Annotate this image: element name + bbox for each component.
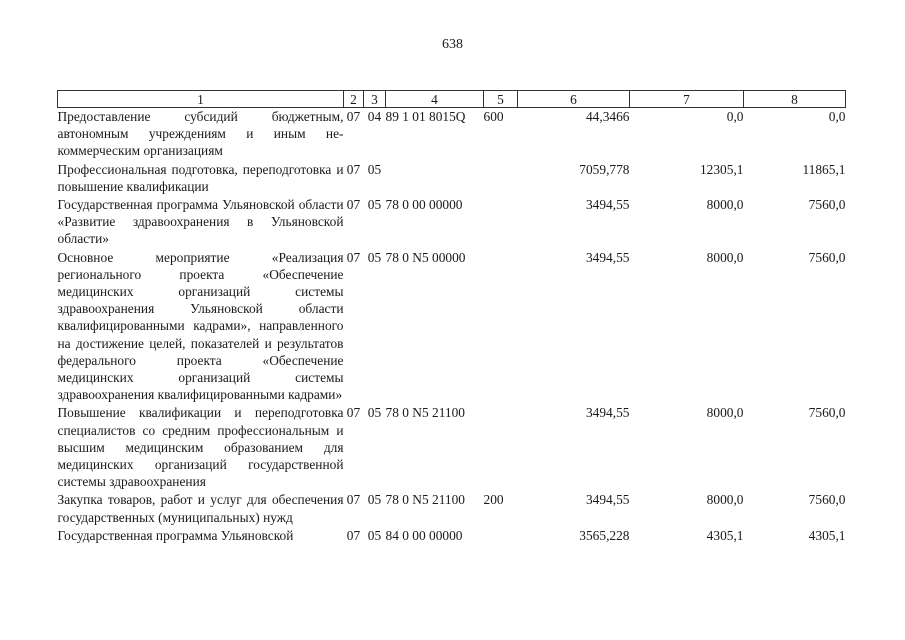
table-row <box>58 108 846 161</box>
row-subsection: 04 <box>367 109 382 124</box>
row-subsection: 05 <box>367 161 382 177</box>
table-body <box>58 108 846 546</box>
row-amount-col6: 3494,55 <box>585 492 630 508</box>
row-amount-col7: 8000,0 <box>706 197 744 213</box>
row-amount-col8: 0,0 <box>828 109 846 124</box>
row-expense-type <box>484 161 518 196</box>
header-col-8: 8 <box>744 91 846 108</box>
row-amount-col6: 3494,55 <box>585 405 630 421</box>
table-row <box>58 527 846 545</box>
row-subsection: 05 <box>367 527 382 543</box>
row-section: 07 <box>346 405 361 421</box>
row-expense-type: 200 <box>483 492 504 508</box>
budget-table <box>57 90 846 545</box>
row-name: Государственная программа Ульяновской <box>57 527 294 543</box>
row-expense-type <box>484 404 518 491</box>
row-amount-col7: 12305,1 <box>699 161 744 177</box>
row-name: Государственная программа Ульяновской области «Развитие здравоохранения в Ульяновской области» <box>57 197 344 247</box>
table-row <box>58 404 846 491</box>
row-section: 07 <box>346 197 361 213</box>
row-section: 07 <box>346 492 361 508</box>
row-name: Основное мероприятие «Реализация регионального проекта «Обеспечение медицинских организаций системы здравоохранения Ульяновской области квалифицированными кадрами», направленного на достижение целей, показателей и результатов федерального проекта «Обеспечение медицинских организаций системы здравоохранения квалифицированными кадрами» <box>57 249 344 403</box>
row-target-code <box>386 161 484 196</box>
row-name: Профессиональная подготовка, переподготовка и повышение квалификации <box>57 161 344 194</box>
row-name: Повышение квалификации и переподготовка специалистов со средним профессиональным и высшим медицинским образованием для медицинских организаций государственной системы здравоохранения <box>57 405 344 490</box>
row-section: 07 <box>346 527 361 543</box>
row-amount-col6: 3494,55 <box>585 249 630 265</box>
row-expense-type: 600 <box>483 109 504 124</box>
row-subsection: 05 <box>367 197 382 213</box>
row-section: 07 <box>346 109 361 124</box>
page-number: 638 <box>442 37 463 52</box>
row-subsection: 05 <box>367 492 382 508</box>
row-amount-col8: 7560,0 <box>808 492 846 508</box>
header-col-4: 4 <box>386 91 484 108</box>
header-col-2: 2 <box>344 91 364 108</box>
table-row <box>58 196 846 249</box>
row-target-code: 78 0 N5 21100 <box>385 492 465 508</box>
row-amount-col8: 4305,1 <box>808 527 846 543</box>
header-col-5: 5 <box>484 91 518 108</box>
row-target-code: 78 0 N5 00000 <box>385 249 466 265</box>
table-header <box>58 91 846 108</box>
row-amount-col7: 8000,0 <box>706 492 744 508</box>
row-subsection: 05 <box>367 405 382 421</box>
row-subsection: 05 <box>367 249 382 265</box>
row-amount-col7: 8000,0 <box>706 249 744 265</box>
header-col-6: 6 <box>518 91 630 108</box>
row-section: 07 <box>346 249 361 265</box>
row-expense-type <box>484 527 518 545</box>
row-expense-type <box>484 196 518 249</box>
row-name: Предоставление субсидий бюджетным, автономным учреждениям и иным не-коммерческим организациям <box>57 109 344 159</box>
header-col-3: 3 <box>364 91 386 108</box>
row-section: 07 <box>346 161 361 177</box>
row-expense-type <box>484 249 518 405</box>
header-col-1: 1 <box>58 91 344 108</box>
row-amount-col8: 7560,0 <box>808 405 846 421</box>
row-amount-col7: 0,0 <box>726 109 744 124</box>
row-amount-col6: 3565,228 <box>579 527 630 543</box>
row-name: Закупка товаров, работ и услуг для обеспечения государственных (муниципальных) нужд <box>57 492 344 525</box>
row-amount-col6: 44,3466 <box>585 109 630 124</box>
table-row <box>58 161 846 196</box>
header-row <box>58 91 846 108</box>
row-target-code: 89 1 01 8015Q <box>385 109 466 124</box>
row-amount-col7: 4305,1 <box>706 527 744 543</box>
table-row <box>58 491 846 526</box>
row-amount-col8: 7560,0 <box>808 197 846 213</box>
row-amount-col6: 3494,55 <box>585 197 630 213</box>
row-amount-col6: 7059,778 <box>579 161 630 177</box>
row-target-code: 78 0 00 00000 <box>385 197 463 213</box>
row-target-code: 84 0 00 00000 <box>385 527 463 543</box>
table-row <box>58 249 846 405</box>
row-target-code: 78 0 N5 21100 <box>385 405 465 421</box>
header-col-7: 7 <box>630 91 744 108</box>
row-amount-col8: 7560,0 <box>808 249 846 265</box>
row-amount-col7: 8000,0 <box>706 405 744 421</box>
row-amount-col8: 11865,1 <box>802 161 846 177</box>
